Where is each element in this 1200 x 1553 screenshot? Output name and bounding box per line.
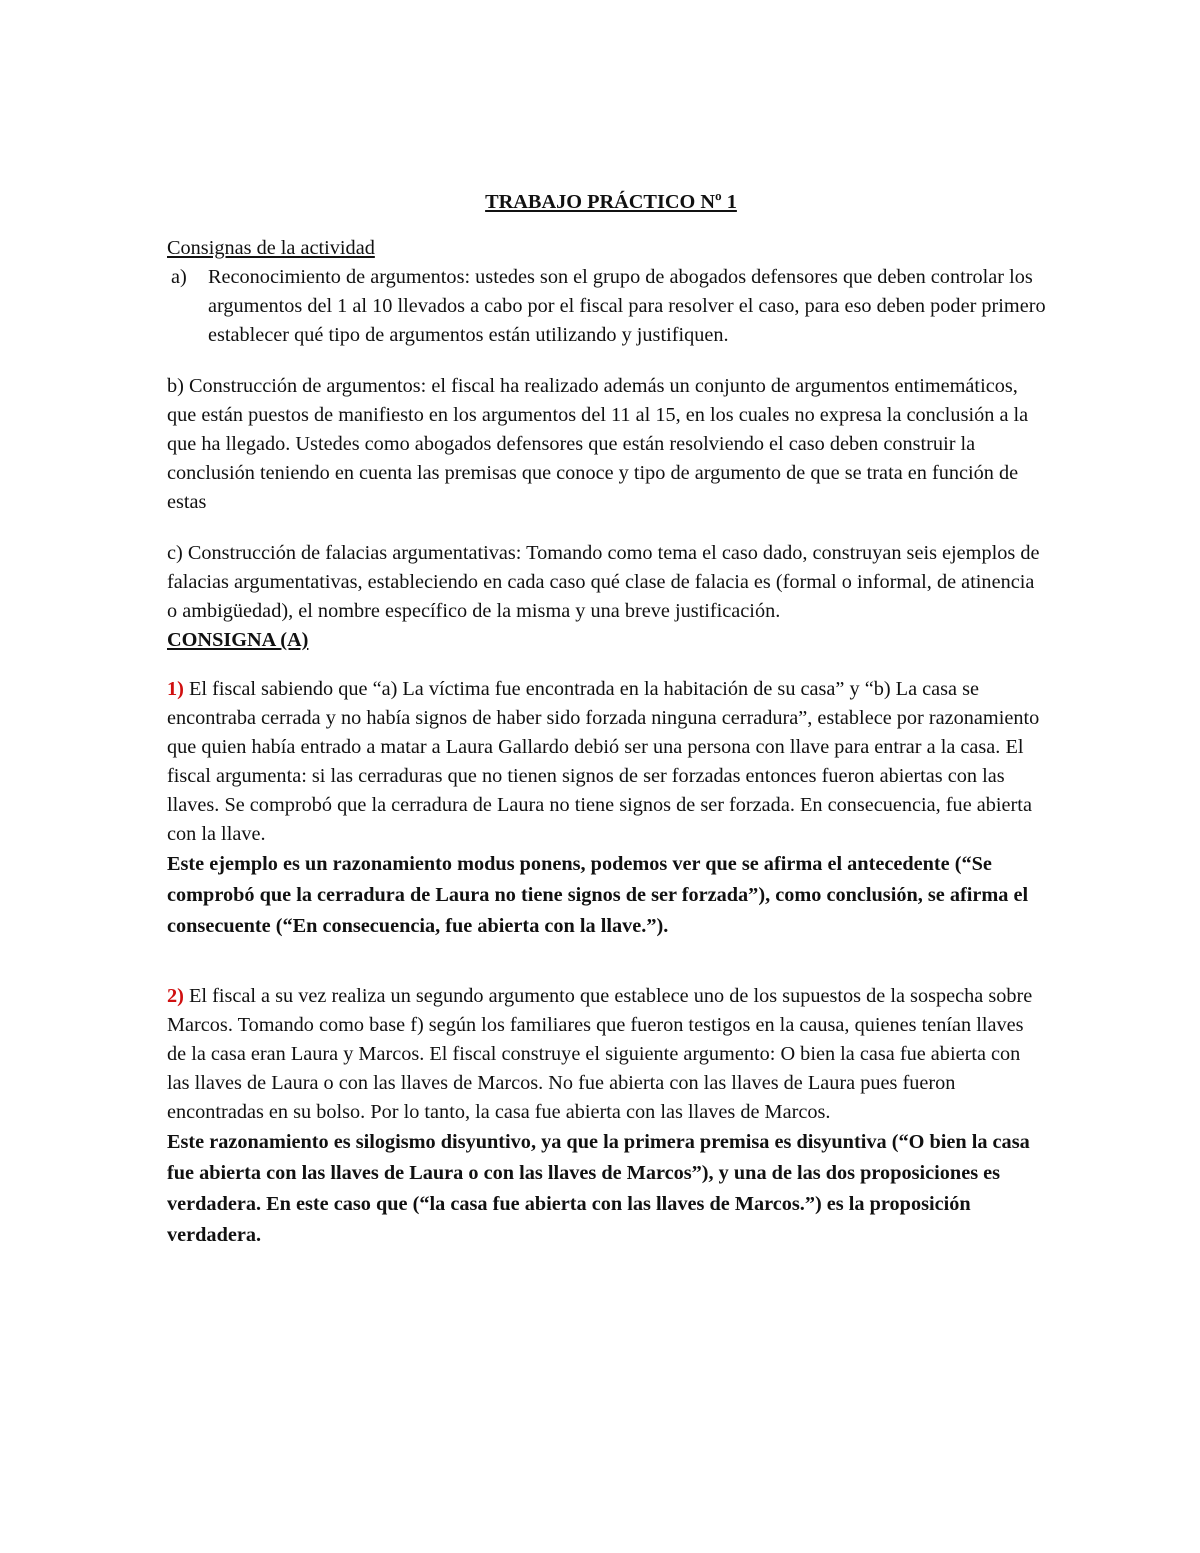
consignas-heading: Consignas de la actividad bbox=[167, 237, 375, 259]
argument-1-analysis: Este ejemplo es un razonamiento modus ponens, podemos ver que se afirma el antecedente (“Se comprobó que la cerradura de Laura no tiene signos de ser forzada”), como conclusión, se afirma el consecuente (“En consecuencia, fue abierta con la llave.”). bbox=[167, 853, 1029, 937]
consigna-a-heading: CONSIGNA (A) bbox=[167, 629, 309, 651]
document-body bbox=[167, 188, 1047, 1251]
argument-1-text: El fiscal sabiendo que “a) La víctima fue encontrada en la habitación de su casa” y “b) La casa se encontraba cerrada y no había signos de haber sido forzada ninguna cerradura”, establece por razonamiento que quien había entrado a matar a Laura Gallardo debió ser una persona con llave para entrar a la casa. El fiscal argumenta: si las cerraduras que no tienen signos de ser forzadas entonces fueron abiertas con las llaves. Se comprobó que la cerradura de Laura no tiene signos de ser forzada. En consecuencia, fue abierta con la llave. bbox=[167, 678, 1040, 845]
argument-2-analysis: Este razonamiento es silogismo disyuntivo, ya que la primera premisa es disyuntiva (“O bien la casa fue abierta con las llaves de Laura o con las llaves de Marcos”), y una de las dos proposiciones es verdadera. En este caso que (“la casa fue abierta con las llaves de Marcos.”) es la proposición verdadera. bbox=[167, 1131, 1030, 1246]
consigna-item-b: b) Construcción de argumentos: el fiscal ha realizado además un conjunto de argumentos entimemáticos, que están puestos de manifiesto en los argumentos del 11 al 15, en los cuales no expresa la conclusión a la que ha llegado. Ustedes como abogados defensores que están resolviendo el caso deben construir la conclusión teniendo en cuenta las premisas que conoce y tipo de argumento de que se trata en función de estas bbox=[167, 375, 1029, 513]
argument-2 bbox=[167, 982, 1047, 1251]
argument-1 bbox=[167, 675, 1047, 942]
argument-2-number: 2) bbox=[167, 985, 184, 1007]
argument-1-number: 1) bbox=[167, 678, 184, 700]
consigna-item-c: c) Construcción de falacias argumentativas: Tomando como tema el caso dado, construyan seis ejemplos de falacias argumentativas, estableciendo en cada caso qué clase de falacia es (formal o informal, de atinencia o ambigüedad), el nombre específico de la misma y una breve justificación. bbox=[167, 542, 1040, 622]
list-marker-a: a) bbox=[171, 266, 187, 288]
document-title: TRABAJO PRÁCTICO Nº 1 bbox=[485, 191, 737, 213]
consigna-item-a bbox=[167, 263, 1047, 350]
argument-2-text: El fiscal a su vez realiza un segundo argumento que establece uno de los supuestos de la sospecha sobre Marcos. Tomando como base f) según los familiares que fueron testigos en la causa, quienes tenían llaves de la casa eran Laura y Marcos. El fiscal construye el siguiente argumento: O bien la casa fue abierta con las llaves de Laura o con las llaves de Marcos. No fue abierta con las llaves de Laura pues fueron encontradas en su bolso. Por lo tanto, la casa fue abierta con las llaves de Marcos. bbox=[167, 985, 1033, 1123]
consigna-item-a-text: Reconocimiento de argumentos: ustedes son el grupo de abogados defensores que deben controlar los argumentos del 1 al 10 llevados a cabo por el fiscal para resolver el caso, para eso deben poder primero establecer qué tipo de argumentos están utilizando y justifiquen. bbox=[208, 266, 1046, 346]
